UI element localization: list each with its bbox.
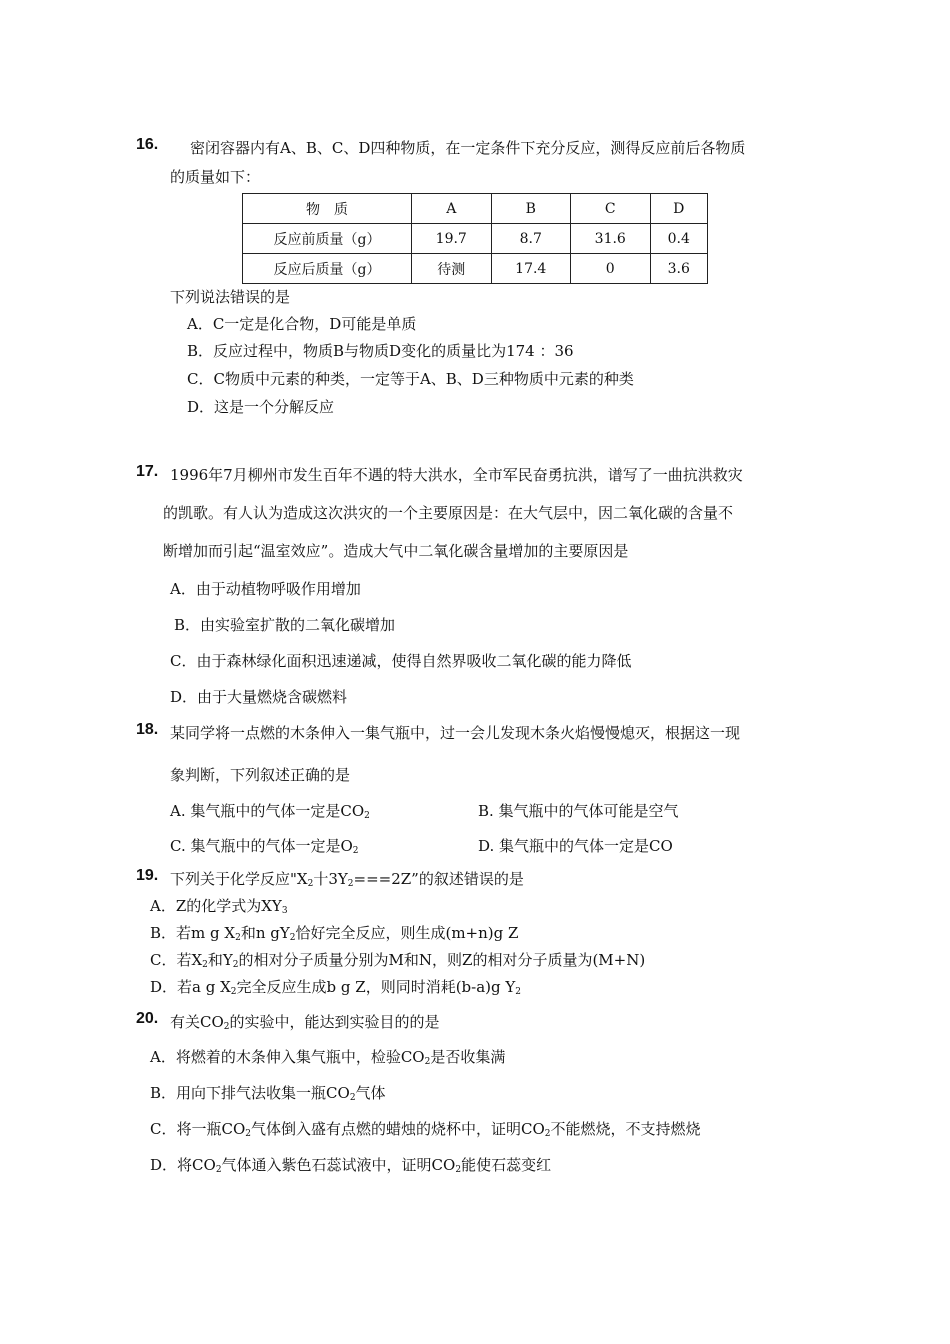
question-17-number: 17. (136, 463, 159, 480)
table-header-cell: D (650, 194, 708, 224)
table-cell: 19.7 (412, 224, 492, 254)
question-19-option-d: D．若a g $X_2$完全反应生成b g Z，则同时消耗(b-a)g $Y_2$ (150, 978, 522, 997)
table-cell: 待测 (412, 254, 492, 284)
question-16-option-a: A．C一定是化合物，D可能是单质 (187, 315, 417, 333)
table-cell: 反应后质量（g） (243, 254, 412, 284)
table-cell: 反应前质量（g） (243, 224, 412, 254)
question-18-option-c: C. 集气瓶中的气体一定是$O_2$ (170, 837, 359, 856)
question-20-option-d: D．将$CO_2$气体通入紫色石蕊试液中，证明$CO_2$能使石蕊变红 (150, 1156, 552, 1175)
question-18-stem-cont: 象判断，下列叙述正确的是 (170, 766, 351, 784)
question-16-number: 16. (136, 136, 159, 153)
table-header-cell: B (491, 194, 571, 224)
table-cell: 8.7 (491, 224, 571, 254)
question-16-stem: 密闭容器内有A、B、C、D四种物质，在一定条件下充分反应，测得反应前后各物质 (190, 139, 746, 157)
question-19-stem: 下列关于化学反应"$X_2$十$3Y_2===2Z$”的叙述错误的是 (170, 870, 524, 889)
question-20-number: 20. (136, 1010, 159, 1027)
question-18-option-b: B. 集气瓶中的气体可能是空气 (478, 802, 679, 820)
question-19-option-b: B．若m g $X_2$和n $gY_2$恰好完全反应，则生成(m+n)g Z (150, 924, 519, 943)
question-16-stem-cont: 的质量如下： (170, 168, 261, 186)
question-16-option-d: D．这是一个分解反应 (187, 398, 335, 416)
question-18-stem: 某同学将一点燃的木条伸入一集气瓶中，过一会儿发现木条火焰慢慢熄灭，根据这一现 (170, 724, 741, 742)
table-header-cell: A (412, 194, 492, 224)
question-16-prompt: 下列说法错误的是 (170, 288, 291, 306)
question-17-option-a: A．由于动植物呼吸作用增加 (170, 580, 361, 598)
table-header-cell: 物 质 (243, 194, 412, 224)
question-16-option-c: C．C物质中元素的种类，一定等于A、B、D三种物质中元素的种类 (187, 370, 634, 388)
question-20-option-b: B．用向下排气法收集一瓶$CO_2$气体 (150, 1084, 386, 1103)
table-cell: 3.6 (650, 254, 708, 284)
question-20-option-a: A．将燃着的木条伸入集气瓶中，检验$CO_2$是否收集满 (150, 1048, 506, 1067)
question-20-option-c: C．将一瓶$CO_2$气体倒入盛有点燃的蜡烛的烧杯中，证明$CO_2$不能燃烧，不支持燃烧 (150, 1120, 701, 1139)
question-18-option-d: D. 集气瓶中的气体一定是CO (478, 837, 673, 855)
table-header-cell: C (571, 194, 651, 224)
question-17-stem: 1996年7月柳州市发生百年不遇的特大洪水，全市军民奋勇抗洪，谱写了一曲抗洪救灾 (170, 466, 743, 484)
question-19-option-a: A．Z的化学式为$XY_3$ (150, 897, 288, 916)
question-16-option-b: B．反应过程中，物质B与物质D变化的质量比为174 ：36 (187, 342, 574, 360)
question-17-stem-cont: 的凯歌。有人认为造成这次洪灾的一个主要原因是：在大气层中，因二氧化碳的含量不 (163, 504, 734, 522)
question-18-option-a: A. 集气瓶中的气体一定是$CO_2$ (170, 802, 370, 821)
table-header-row (243, 194, 708, 224)
table-row (243, 254, 708, 284)
question-20-stem: 有关$CO_2$的实验中，能达到实验目的的是 (170, 1013, 440, 1032)
table-cell: 31.6 (571, 224, 651, 254)
question-19-option-c: C．若$X_2$和$Y_2$的相对分子质量分别为M和N，则Z的相对分子质量为(M+N) (150, 951, 646, 970)
question-17-option-b: B．由实验室扩散的二氧化碳增加 (174, 616, 396, 634)
table-row (243, 224, 708, 254)
question-19-number: 19. (136, 867, 159, 884)
question-17-option-c: C．由于森林绿化面积迅速递减，使得自然界吸收二氧化碳的能力降低 (170, 652, 632, 670)
question-17-stem-cont: 断增加而引起“温室效应”。造成大气中二氧化碳含量增加的主要原因是 (163, 542, 629, 560)
question-17-option-d: D．由于大量燃烧含碳燃料 (170, 688, 348, 706)
mass-table (242, 193, 708, 284)
question-18-number: 18. (136, 721, 159, 738)
table-cell: 17.4 (491, 254, 571, 284)
table-cell: 0.4 (650, 224, 708, 254)
table-cell: 0 (571, 254, 651, 284)
